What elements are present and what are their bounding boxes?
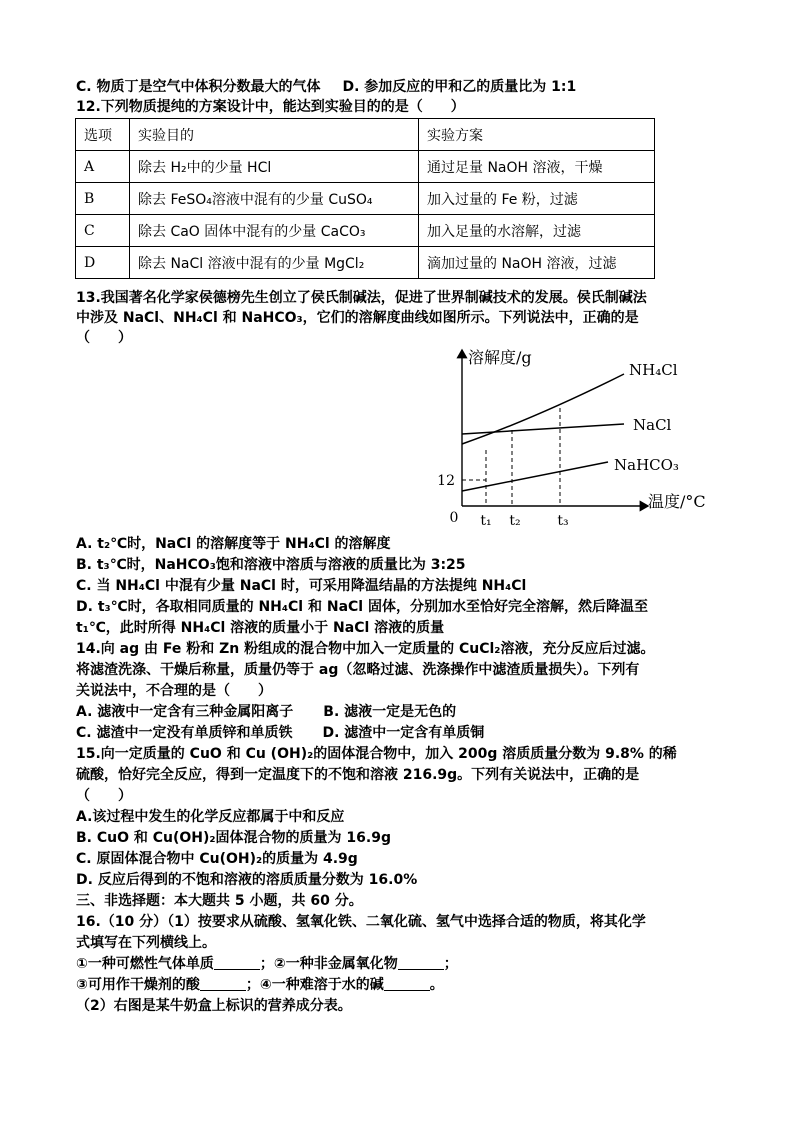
table-header-cell: 实验目的 — [130, 119, 419, 151]
q16-separator: ； — [443, 956, 458, 972]
table-cell-option: D — [76, 247, 130, 279]
q11-option-d: D. 参加反应的甲和乙的质量比为 1:1 — [342, 79, 577, 95]
legend-nacl: NaCl — [633, 416, 672, 434]
table-row — [76, 151, 655, 183]
q16-blank-3-label: ③可用作干燥剂的酸 — [76, 977, 200, 993]
solubility-chart — [436, 340, 736, 530]
x-tick-label-t2: t₂ — [509, 513, 521, 529]
table-cell-plan: 加入足量的水溶解，过滤 — [419, 215, 655, 247]
table-cell-plan: 加入过量的 Fe 粉，过滤 — [419, 183, 655, 215]
q11-options-cd — [76, 77, 576, 97]
x-tick-label-t1: t₁ — [480, 513, 492, 529]
q13-option-d: D. t₃℃时，各取相同质量的 NH₄Cl 和 NaCl 固体，分别加水至恰好完全溶解，然后降温至 — [76, 599, 648, 615]
answer-blank-1[interactable] — [214, 955, 260, 970]
answer-blank-3[interactable] — [200, 976, 246, 991]
nh4cl-curve — [462, 374, 624, 444]
q16-blanks-row-2 — [76, 975, 444, 995]
y-tick-label: 12 — [437, 473, 455, 489]
q14-stem-line: 关说法中，不合理的是（ ） — [76, 683, 272, 699]
y-axis-label: 溶解度/g — [468, 348, 532, 367]
x-axis-label: 温度/°C — [648, 492, 706, 511]
q13-stem-line: 13.我国著名化学家侯德榜先生创立了侯氏制碱法，促进了世界制碱技术的发展。侯氏制碱法 — [76, 290, 647, 306]
nacl-curve — [462, 424, 624, 434]
q13-stem-line: （ ） — [76, 330, 132, 346]
q16-separator: 。 — [429, 977, 444, 993]
q12-table — [75, 118, 655, 279]
q16-blanks-row-1 — [76, 954, 458, 974]
table-cell-plan: 通过足量 NaOH 溶液，干燥 — [419, 151, 655, 183]
q16-separator: ； — [259, 956, 274, 972]
q14-stem-line: 将滤渣洗涤、干燥后称量，质量仍等于 ag（忽略过滤、洗涤操作中滤渣质量损失）。下列有 — [76, 662, 640, 678]
q11-option-c: C. 物质丁是空气中体积分数最大的气体 — [76, 79, 321, 95]
legend-nh4cl: NH₄Cl — [629, 361, 678, 379]
q13-option-a: A. t₂℃时，NaCl 的溶解度等于 NH₄Cl 的溶解度 — [76, 536, 391, 552]
q16-line-1: 16.（10 分）（1）按要求从硫酸、氢氧化铁、二氧化硫、氢气中选择合适的物质，将其化学 — [76, 914, 646, 930]
table-header-row — [76, 119, 655, 151]
table-row — [76, 215, 655, 247]
q16-line-4: （2）右图是某牛奶盒上标识的营养成分表。 — [76, 998, 352, 1014]
q16-line-2: 式填写在下列横线上。 — [76, 935, 216, 951]
table-cell-option: A — [76, 151, 130, 183]
q14-option-b: B. 滤液一定是无色的 — [323, 704, 457, 720]
table-row — [76, 183, 655, 215]
q14-option-c: C. 滤渣中一定没有单质锌和单质铁 — [76, 725, 293, 741]
q15-stem-line: 15.向一定质量的 CuO 和 Cu (OH)₂的固体混合物中，加入 200g 溶质质量分数为 9.8% 的稀 — [76, 746, 677, 762]
q14-option-d: D. 滤渣中一定含有单质铜 — [322, 725, 485, 741]
answer-blank-4[interactable] — [384, 976, 430, 991]
nahco3-curve — [462, 462, 608, 491]
q13-option-d-cont: t₁℃，此时所得 NH₄Cl 溶液的质量小于 NaCl 溶液的质量 — [76, 620, 445, 636]
q14-options-ab — [76, 702, 456, 722]
origin-label: 0 — [449, 510, 459, 526]
q15-option-d: D. 反应后得到的不饱和溶液的溶质质量分数为 16.0% — [76, 872, 418, 888]
q15-option-c: C. 原固体混合物中 Cu(OH)₂的质量为 4.9g — [76, 851, 358, 867]
q14-stem-line: 14.向 ag 由 Fe 粉和 Zn 粉组成的混合物中加入一定质量的 CuCl₂溶液，充分反应后过滤。 — [76, 641, 655, 657]
q13-stem-line: 中涉及 NaCl、NH₄Cl 和 NaHCO₃，它们的溶解度曲线如图所示。下列说法中，正确的是 — [76, 310, 639, 326]
q14-options-cd — [76, 723, 484, 743]
q14-option-a: A. 滤液中一定含有三种金属阳离子 — [76, 704, 294, 720]
q15-stem-line: （ ） — [76, 788, 132, 804]
table-cell-goal: 除去 H₂中的少量 HCl — [130, 151, 419, 183]
q16-separator: ； — [245, 977, 260, 993]
section-3-heading: 三、非选择题：本大题共 5 小题，共 60 分。 — [76, 893, 363, 909]
q16-blank-2-label: ②一种非金属氧化物 — [273, 956, 398, 972]
table-cell-option: B — [76, 183, 130, 215]
table-header-cell: 选项 — [76, 119, 130, 151]
x-tick-label-t3: t₃ — [557, 513, 569, 529]
table-cell-option: C — [76, 215, 130, 247]
q12-stem: 12.下列物质提纯的方案设计中，能达到实验目的的是（ ） — [76, 99, 465, 115]
q16-blank-4-label: ④一种难溶于水的碱 — [259, 977, 384, 993]
table-cell-plan: 滴加过量的 NaOH 溶液，过滤 — [419, 247, 655, 279]
legend-nahco3: NaHCO₃ — [614, 456, 679, 474]
table-header-cell: 实验方案 — [419, 119, 655, 151]
q13-option-c: C. 当 NH₄Cl 中混有少量 NaCl 时，可采用降温结晶的方法提纯 NH₄Cl — [76, 578, 527, 594]
table-cell-goal: 除去 NaCl 溶液中混有的少量 MgCl₂ — [130, 247, 419, 279]
table-cell-goal: 除去 CaO 固体中混有的少量 CaCO₃ — [130, 215, 419, 247]
q15-option-a: A.该过程中发生的化学反应都属于中和反应 — [76, 809, 345, 825]
answer-blank-2[interactable] — [398, 955, 444, 970]
q13-option-b: B. t₃℃时，NaHCO₃饱和溶液中溶质与溶液的质量比为 3:25 — [76, 557, 466, 573]
q16-blank-1-label: ①一种可燃性气体单质 — [76, 956, 214, 972]
q15-stem-line: 硫酸，恰好完全反应，得到一定温度下的不饱和溶液 216.9g。下列有关说法中，正确的是 — [76, 767, 640, 783]
table-cell-goal: 除去 FeSO₄溶液中混有的少量 CuSO₄ — [130, 183, 419, 215]
table-row — [76, 247, 655, 279]
q15-option-b: B. CuO 和 Cu(OH)₂固体混合物的质量为 16.9g — [76, 830, 391, 846]
